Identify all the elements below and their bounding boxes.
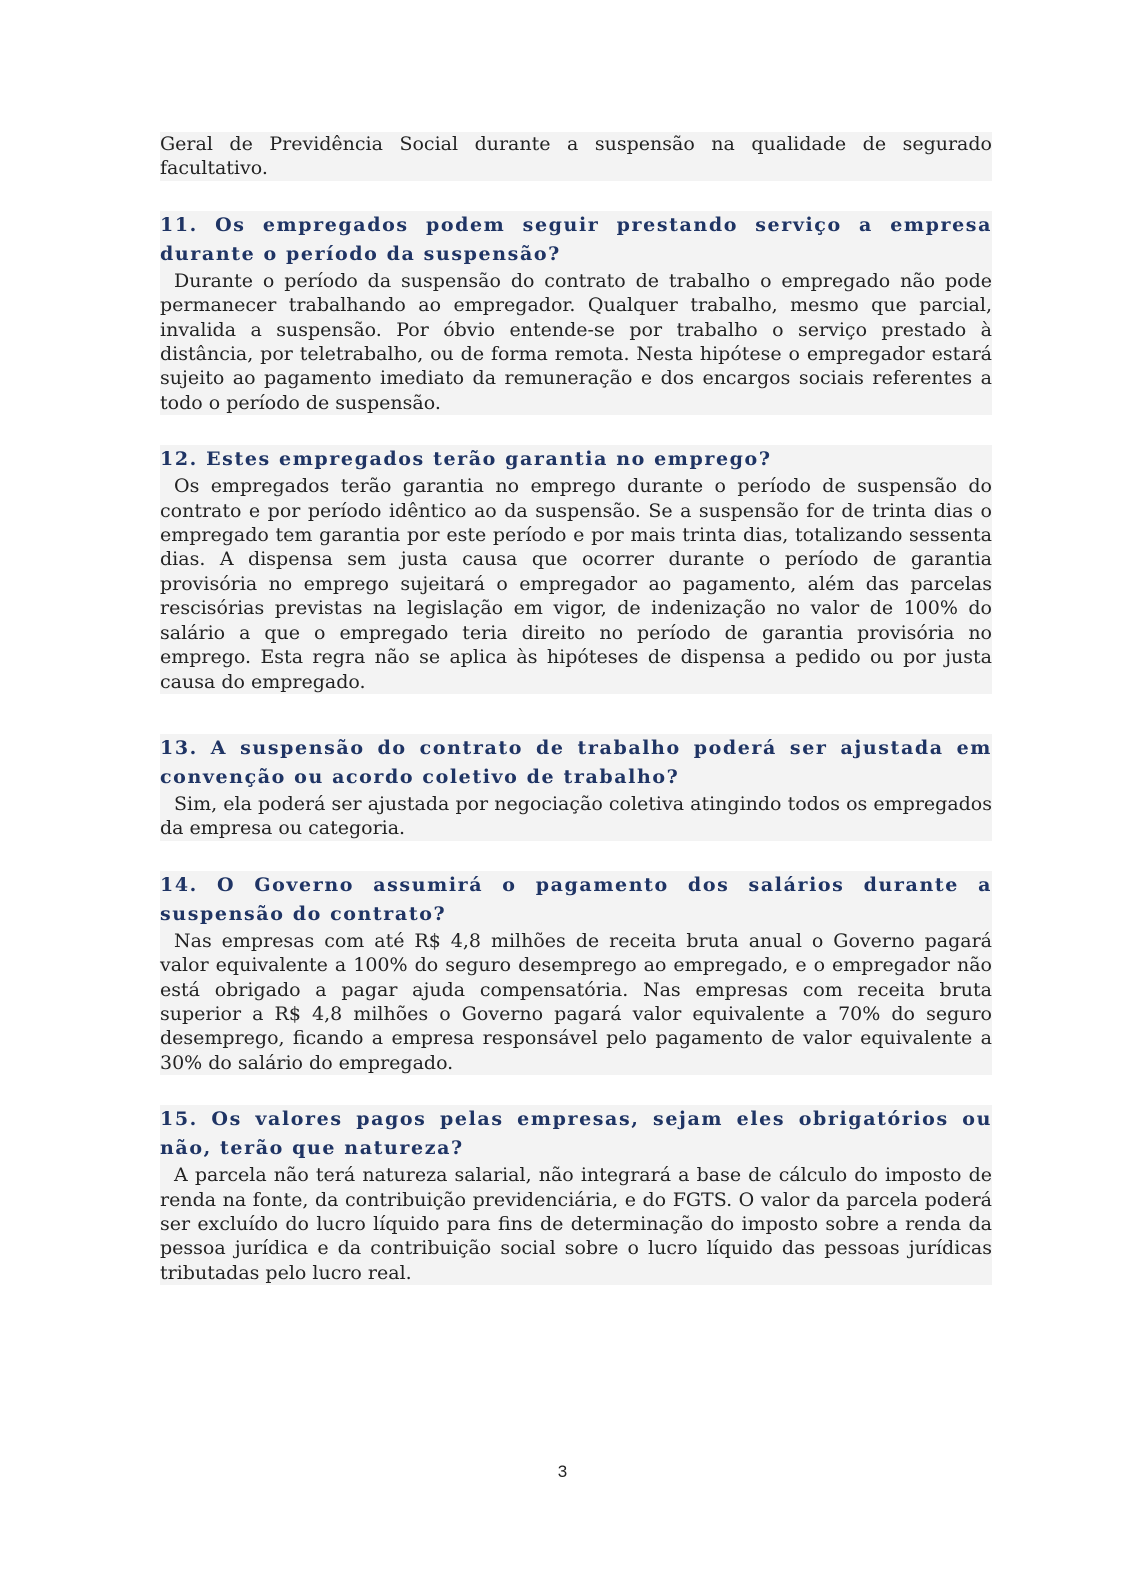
answer-14-paragraph: Nas empresas com até R$ 4,8 milhões de receita bruta anual o Governo pagará valor equivalente a 100% do seguro desemprego ao empregado, e o empregador não está obrigado a pagar ajuda compensatória. Nas empresas com receita bruta superior a R$ 4,8 milhões o Governo pagará valor equivalente a 70% do seguro desemprego, ficando a empresa responsável pelo pagamento de valor equivalente a 30% do salário do empregado. <box>160 929 992 1074</box>
answer-11-paragraph: Durante o período da suspensão do contrato de trabalho o empregado não pode permanecer trabalhando ao empregador. Qualquer trabalho, mesmo que parcial, invalida a suspensão. Por óbvio entende-se por trabalho o serviço prestado à distância, por teletrabalho, ou de forma remota. Nesta hipótese o empregador estará sujeito ao pagamento imediato da remuneração e dos encargos sociais referentes a todo o período de suspensão. <box>160 269 992 414</box>
page-number: 3 <box>557 1462 568 1481</box>
intro-paragraph: Geral de Previdência Social durante a suspensão na qualidade de segurado facultativo. <box>160 133 992 180</box>
spacer <box>160 841 992 871</box>
spacer <box>160 1075 992 1105</box>
question-11-heading: 11. Os empregados podem seguir prestando serviço a empresa durante o período da suspensão? <box>160 211 992 269</box>
question-12-heading: 12. Estes empregados terão garantia no emprego? <box>160 445 992 474</box>
spacer <box>160 694 992 734</box>
spacer <box>160 181 992 211</box>
question-15-heading: 15. Os valores pagos pelas empresas, sejam eles obrigatórios ou não, terão que natureza? <box>160 1105 992 1163</box>
answer-13-paragraph: Sim, ela poderá ser ajustada por negociação coletiva atingindo todos os empregados da empresa ou categoria. <box>160 792 992 840</box>
page-content <box>160 132 992 1285</box>
question-13-heading: 13. A suspensão do contrato de trabalho poderá ser ajustada em convenção ou acordo coletivo de trabalho? <box>160 734 992 792</box>
question-14-heading: 14. O Governo assumirá o pagamento dos salários durante a suspensão do contrato? <box>160 871 992 929</box>
answer-12-paragraph: Os empregados terão garantia no emprego durante o período de suspensão do contrato e por período idêntico ao da suspensão. Se a suspensão for de trinta dias o empregado tem garantia por este período e por mais trinta dias, totalizando sessenta dias. A dispensa sem justa causa que ocorrer durante o período de garantia provisória no emprego sujeitará o empregador ao pagamento, além das parcelas rescisórias previstas na legislação em vigor, de indenização no valor de 100% do salário a que o empregado teria direito no período de garantia provisória no emprego. Esta regra não se aplica às hipóteses de dispensa a pedido ou por justa causa do empregado. <box>160 475 992 693</box>
answer-15-paragraph: A parcela não terá natureza salarial, não integrará a base de cálculo do imposto de renda na fonte, da contribuição previdenciária, e do FGTS. O valor da parcela poderá ser excluído do lucro líquido para fins de determinação do imposto sobre a renda da pessoa jurídica e da contribuição social sobre o lucro líquido das pessoas jurídicas tributadas pelo lucro real. <box>160 1164 992 1284</box>
spacer <box>160 415 992 445</box>
